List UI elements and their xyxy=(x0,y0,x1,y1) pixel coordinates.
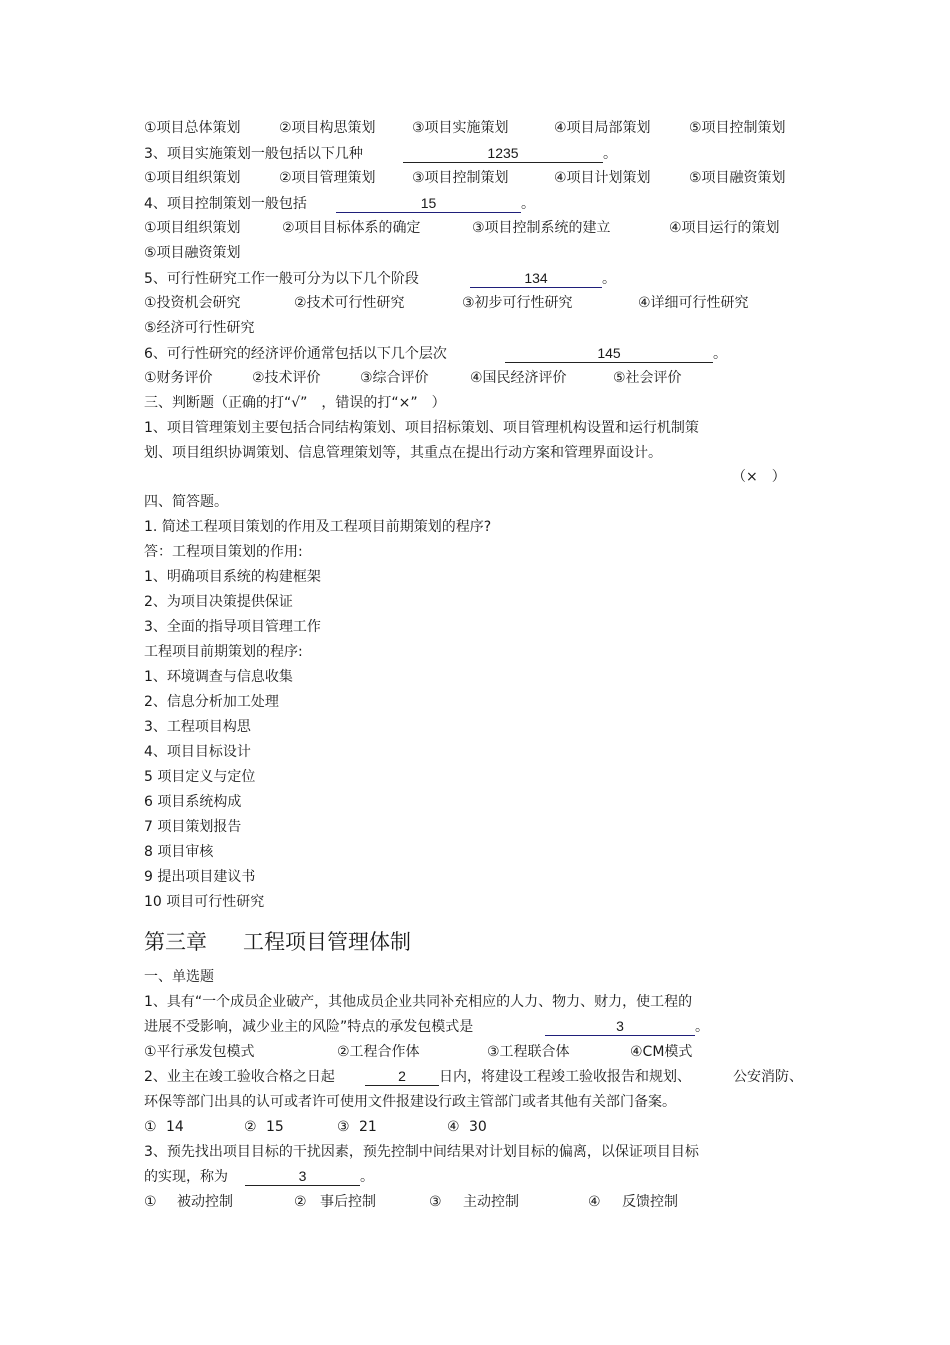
question-2 xyxy=(144,1067,803,1087)
section-heading: 一、单选题 xyxy=(144,969,214,985)
answer-line: 1、环境调查与信息收集 xyxy=(144,669,293,685)
answer-line: 3、工程项目构思 xyxy=(144,719,251,735)
option-item: ③ 21 xyxy=(337,1119,377,1135)
question-text: 2、业主在竣工验收合格之日起 xyxy=(144,1069,335,1085)
answer-line: 5 项目定义与定位 xyxy=(144,769,256,785)
question-6 xyxy=(144,344,727,364)
option-item: ③工程联合体 xyxy=(487,1044,570,1060)
option-item: ②技术评价 xyxy=(252,370,321,386)
option-item: ②项目目标体系的确定 xyxy=(282,220,421,236)
question-5 xyxy=(144,269,616,289)
option-item: ③ 主动控制 xyxy=(429,1194,519,1210)
option-item: ② 15 xyxy=(244,1119,284,1135)
answer-blank: 134 xyxy=(470,269,602,288)
option-item: ①项目组织策划 xyxy=(144,220,241,236)
answer-blank: 2 xyxy=(365,1067,439,1086)
option-item: ④项目计划策划 xyxy=(554,170,651,186)
option-item: ①投资机会研究 xyxy=(144,295,241,311)
option-item: ④项目局部策划 xyxy=(554,120,651,136)
question-text: 6、可行性研究的经济评价通常包括以下几个层次 xyxy=(144,346,447,362)
paragraph-line: 环保等部门出具的认可或者许可使用文件报建设行政主管部门或者其他有关部门备案。 xyxy=(144,1094,676,1110)
option-item: ⑤项目融资策划 xyxy=(144,245,241,261)
option-item: ③项目控制策划 xyxy=(412,170,509,186)
paragraph-line: 1、项目管理策划主要包括合同结构策划、项目招标策划、项目管理机构设置和运行机制策 xyxy=(144,420,699,436)
answer-line: 2、为项目决策提供保证 xyxy=(144,594,293,610)
sentence-end: 。 xyxy=(603,146,617,162)
option-item: ④国民经济评价 xyxy=(470,370,567,386)
option-item: ②项目管理策划 xyxy=(279,170,376,186)
question-4 xyxy=(144,194,535,214)
option-item: ③项目控制系统的建立 xyxy=(472,220,611,236)
answer-blank: 3 xyxy=(245,1167,360,1186)
option-item: ② 事后控制 xyxy=(294,1194,376,1210)
option-item: ⑤项目融资策划 xyxy=(689,170,786,186)
question-text: 1. 简述工程项目策划的作用及工程项目前期策划的程序? xyxy=(144,519,492,535)
option-item: ⑤经济可行性研究 xyxy=(144,320,255,336)
answer-line: 1、明确项目系统的构建框架 xyxy=(144,569,321,585)
option-item: ① 14 xyxy=(144,1119,184,1135)
option-item: ④ 30 xyxy=(447,1119,487,1135)
answer-line: 答：工程项目策划的作用: xyxy=(144,544,303,560)
chapter-number: 第三章 xyxy=(144,930,207,954)
sentence-end: 。 xyxy=(360,1169,374,1185)
paragraph-line: 1、具有“一个成员企业破产，其他成员企业共同补充相应的人力、物力、财力，使工程的 xyxy=(144,994,693,1010)
judgement-mark: （× ） xyxy=(732,469,786,485)
question-text: 的实现，称为 xyxy=(144,1169,228,1185)
answer-line: 2、信息分析加工处理 xyxy=(144,694,279,710)
option-item: ④项目运行的策划 xyxy=(669,220,780,236)
sentence-end: 。 xyxy=(602,271,616,287)
option-item: ④CM模式 xyxy=(630,1044,693,1060)
answer-line: 3、全面的指导项目管理工作 xyxy=(144,619,321,635)
chapter-title: 工程项目管理体制 xyxy=(243,930,411,954)
answer-blank: 145 xyxy=(505,344,713,363)
option-item: ⑤社会评价 xyxy=(613,370,682,386)
option-item: ③初步可行性研究 xyxy=(462,295,573,311)
answer-line: 工程项目前期策划的程序: xyxy=(144,644,303,660)
chapter-heading xyxy=(144,928,411,956)
answer-line: 10 项目可行性研究 xyxy=(144,894,265,910)
paragraph-line: 3、预先找出项目目标的干扰因素，预先控制中间结果对计划目标的偏离，以保证项目目标 xyxy=(144,1144,699,1160)
option-item: ②项目构思策划 xyxy=(279,120,376,136)
sentence-end: 。 xyxy=(713,346,727,362)
question-text: 4、项目控制策划一般包括 xyxy=(144,196,307,212)
option-item: ②技术可行性研究 xyxy=(294,295,405,311)
question-3b xyxy=(144,1167,374,1187)
option-item: ④ 反馈控制 xyxy=(588,1194,678,1210)
option-item: ①平行承发包模式 xyxy=(144,1044,255,1060)
answer-blank: 1235 xyxy=(403,144,603,163)
question-1 xyxy=(144,1017,709,1037)
section-heading: 三、判断题（正确的打“√” ，错误的打“×” ） xyxy=(144,395,446,411)
answer-line: 9 提出项目建议书 xyxy=(144,869,256,885)
answer-line: 7 项目策划报告 xyxy=(144,819,242,835)
question-3 xyxy=(144,144,617,164)
option-item: ①项目总体策划 xyxy=(144,120,241,136)
option-item: ②工程合作体 xyxy=(337,1044,420,1060)
question-text-cont: 公安消防、 xyxy=(733,1069,803,1085)
answer-line: 8 项目审核 xyxy=(144,844,214,860)
paragraph-line: 划、项目组织协调策划、信息管理策划等，其重点在提出行动方案和管理界面设计。 xyxy=(144,445,662,461)
answer-line: 4、项目目标设计 xyxy=(144,744,251,760)
question-text: 3、项目实施策划一般包括以下几种 xyxy=(144,146,363,162)
question-text: 进展不受影响，减少业主的风险”特点的承发包模式是 xyxy=(144,1019,474,1035)
answer-blank: 15 xyxy=(336,194,521,213)
sentence-end: 。 xyxy=(521,196,535,212)
sentence-end: 。 xyxy=(695,1019,709,1035)
option-item: ③项目实施策划 xyxy=(412,120,509,136)
option-item: ④详细可行性研究 xyxy=(638,295,749,311)
question-text-cont: 日内，将建设工程竣工验收报告和规划、 xyxy=(439,1069,691,1085)
option-item: ①项目组织策划 xyxy=(144,170,241,186)
option-item: ①财务评价 xyxy=(144,370,213,386)
question-text: 5、可行性研究工作一般可分为以下几个阶段 xyxy=(144,271,419,287)
answer-blank: 3 xyxy=(545,1017,695,1036)
option-item: ③综合评价 xyxy=(360,370,429,386)
option-item: ① 被动控制 xyxy=(144,1194,233,1210)
answer-line: 6 项目系统构成 xyxy=(144,794,242,810)
option-item: ⑤项目控制策划 xyxy=(689,120,786,136)
section-heading: 四、简答题。 xyxy=(144,494,228,510)
